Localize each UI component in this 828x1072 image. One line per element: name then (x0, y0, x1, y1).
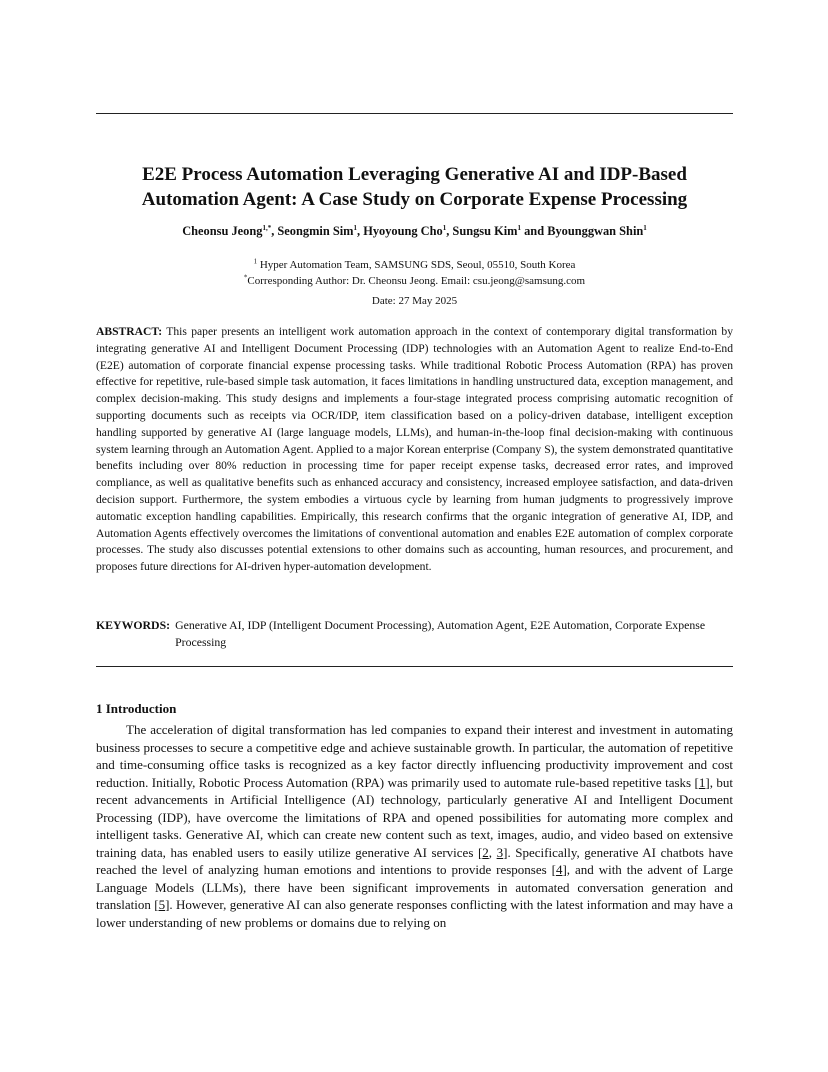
abstract-label: ABSTRACT: (96, 325, 163, 338)
author-affiliation-sup: 1 (442, 223, 447, 232)
citation-link-4[interactable]: 4 (555, 862, 563, 877)
author-list: Cheonsu Jeong$^{1,*}$, Seongmin Sim$^1$, Hyoyoung Cho$^1$, Sungsu Kim$^1$ and Byounggwan Shin$^1$ (182, 223, 647, 238)
title-line-1: E2E Process Automation Leveraging Generative AI and IDP-Based (142, 164, 687, 185)
author-name: Cheonsu Jeong (182, 224, 263, 238)
corresponding-text: Corresponding Author: Dr. Cheonsu Jeong. Email: csu.jeong@samsung.com (247, 274, 586, 287)
top-rule (96, 113, 733, 114)
paper-date: Date: 27 May 2025 (371, 295, 458, 307)
author-name: Hyoyoung Cho (363, 224, 443, 238)
title-line-2: Automation Agent: A Case Study on Corporate Expense Processing (141, 189, 688, 210)
section-heading-introduction: 1 Introduction (96, 701, 177, 716)
author-affiliation-sup: 1 (353, 223, 357, 232)
keywords (96, 617, 733, 650)
author-affiliation-sup: 1,* (262, 223, 272, 232)
affiliation-sup: 1 (253, 257, 258, 266)
author-affiliation-sup: 1 (517, 223, 522, 232)
keywords-row (96, 617, 733, 650)
citation-link-2[interactable]: 2 (482, 844, 489, 860)
affiliation-text: Hyper Automation Team, SAMSUNG SDS, Seoul, 05510, South Korea (257, 259, 576, 271)
author-affiliation-sup: 1 (643, 223, 647, 232)
author-name: Seongmin Sim (277, 224, 354, 238)
affiliations (96, 258, 733, 289)
abstract (96, 324, 733, 576)
paper-title (96, 162, 733, 212)
introduction-body (96, 721, 733, 931)
citation-link-5[interactable]: 5 (158, 897, 166, 912)
author-name: Byounggwan Shin (547, 224, 644, 238)
author-name: Sungsu Kim (452, 224, 518, 238)
keywords-text: Generative AI, IDP (Intelligent Document Processing), Automation Agent, E2E Automation, Corporate Expense Processing (175, 618, 706, 649)
keywords-label: KEYWORDS: (96, 618, 171, 632)
citation-link-3[interactable]: 3 (496, 844, 504, 860)
affiliation-line (96, 258, 733, 274)
bottom-rule (96, 666, 733, 667)
corresponding-line (96, 274, 733, 290)
abstract-text: This paper presents an intelligent work automation approach in the context of contemporary digital transformation by integrating generative AI and Intelligent Document Processing (IDP) technologies with an Automation Agent to realize End-to-End (E2E) automation of corporate financial expense processing tasks. While traditional Robotic Process Automation (RPA) has proven effective for repetitive, rule-based simple task automation, it faces limitations in handling unstructured data, exception management, and complex decision-making. This study designs and implements a four-stage integrated process comprising automatic recognition of supporting documents such as receipts via OCR/IDP, item classification based on a policy-driven database, intelligent exception handling supported by generative AI (large language models, LLMs), and human-in-the-loop final decision-making with continuous system learning through an Automation Agent. Applied to a major Korean enterprise (Company S), the system demonstrated quantitative benefits including over 80% reduction in processing time for paper receipt expense tasks, decreased error rates, and improved compliance, as well as qualitative benefits such as enhanced accuracy and consistency, increased employee satisfaction, and data-driven decision support. Furthermore, the system embodies a virtuous cycle by learning from human judgments to progressively improve automatic exception handling capabilities. Empirically, this research confirms that the organic integration of generative AI, IDP, and Automation Agents effectively overcomes the limitations of conventional automation and enables E2E automation of complex corporate processes. The study also discusses potential extensions to other domains such as accounting, human resources, and procurement, and proposes future directions for AI-driven hyper-automation development. (96, 325, 733, 574)
citation-link-1[interactable]: 1 (698, 774, 706, 790)
corresponding-sup: * (243, 272, 248, 281)
introduction-paragraph: The acceleration of digital transformation has led companies to expand their interest and investment in automating business processes to secure a competitive edge and achieve sustainable growth. In particular, the automation of repetitive and time-consuming office tasks is recognized as a key factor directly influencing productivity improvement and cost reduction. Initially, Robotic Process Automation (RPA) was primarily used to automate rule-based repetitive tasks [1], but recent advancements in Artificial Intelligence (AI) technology, particularly generative AI and Intelligent Document Processing (IDP), have overcome the limitations of RPA and opened possibilities for automating more complex and intelligent tasks. Generative AI, which can create new content such as text, images, audio, and video based on extensive training data, has enabled users to easily utilize generative AI services [2, 3]. Specifically, generative AI chatbots have reached the level of analyzing human emotions and intentions to provide responses [4], and with the advent of Large Language Models (LLMs), there have been significant improvements in automated conversation generation and translation [5]. However, generative AI can also generate responses conflicting with the latest information and may have a lower understanding of new problems or domains due to relying on (96, 722, 734, 930)
